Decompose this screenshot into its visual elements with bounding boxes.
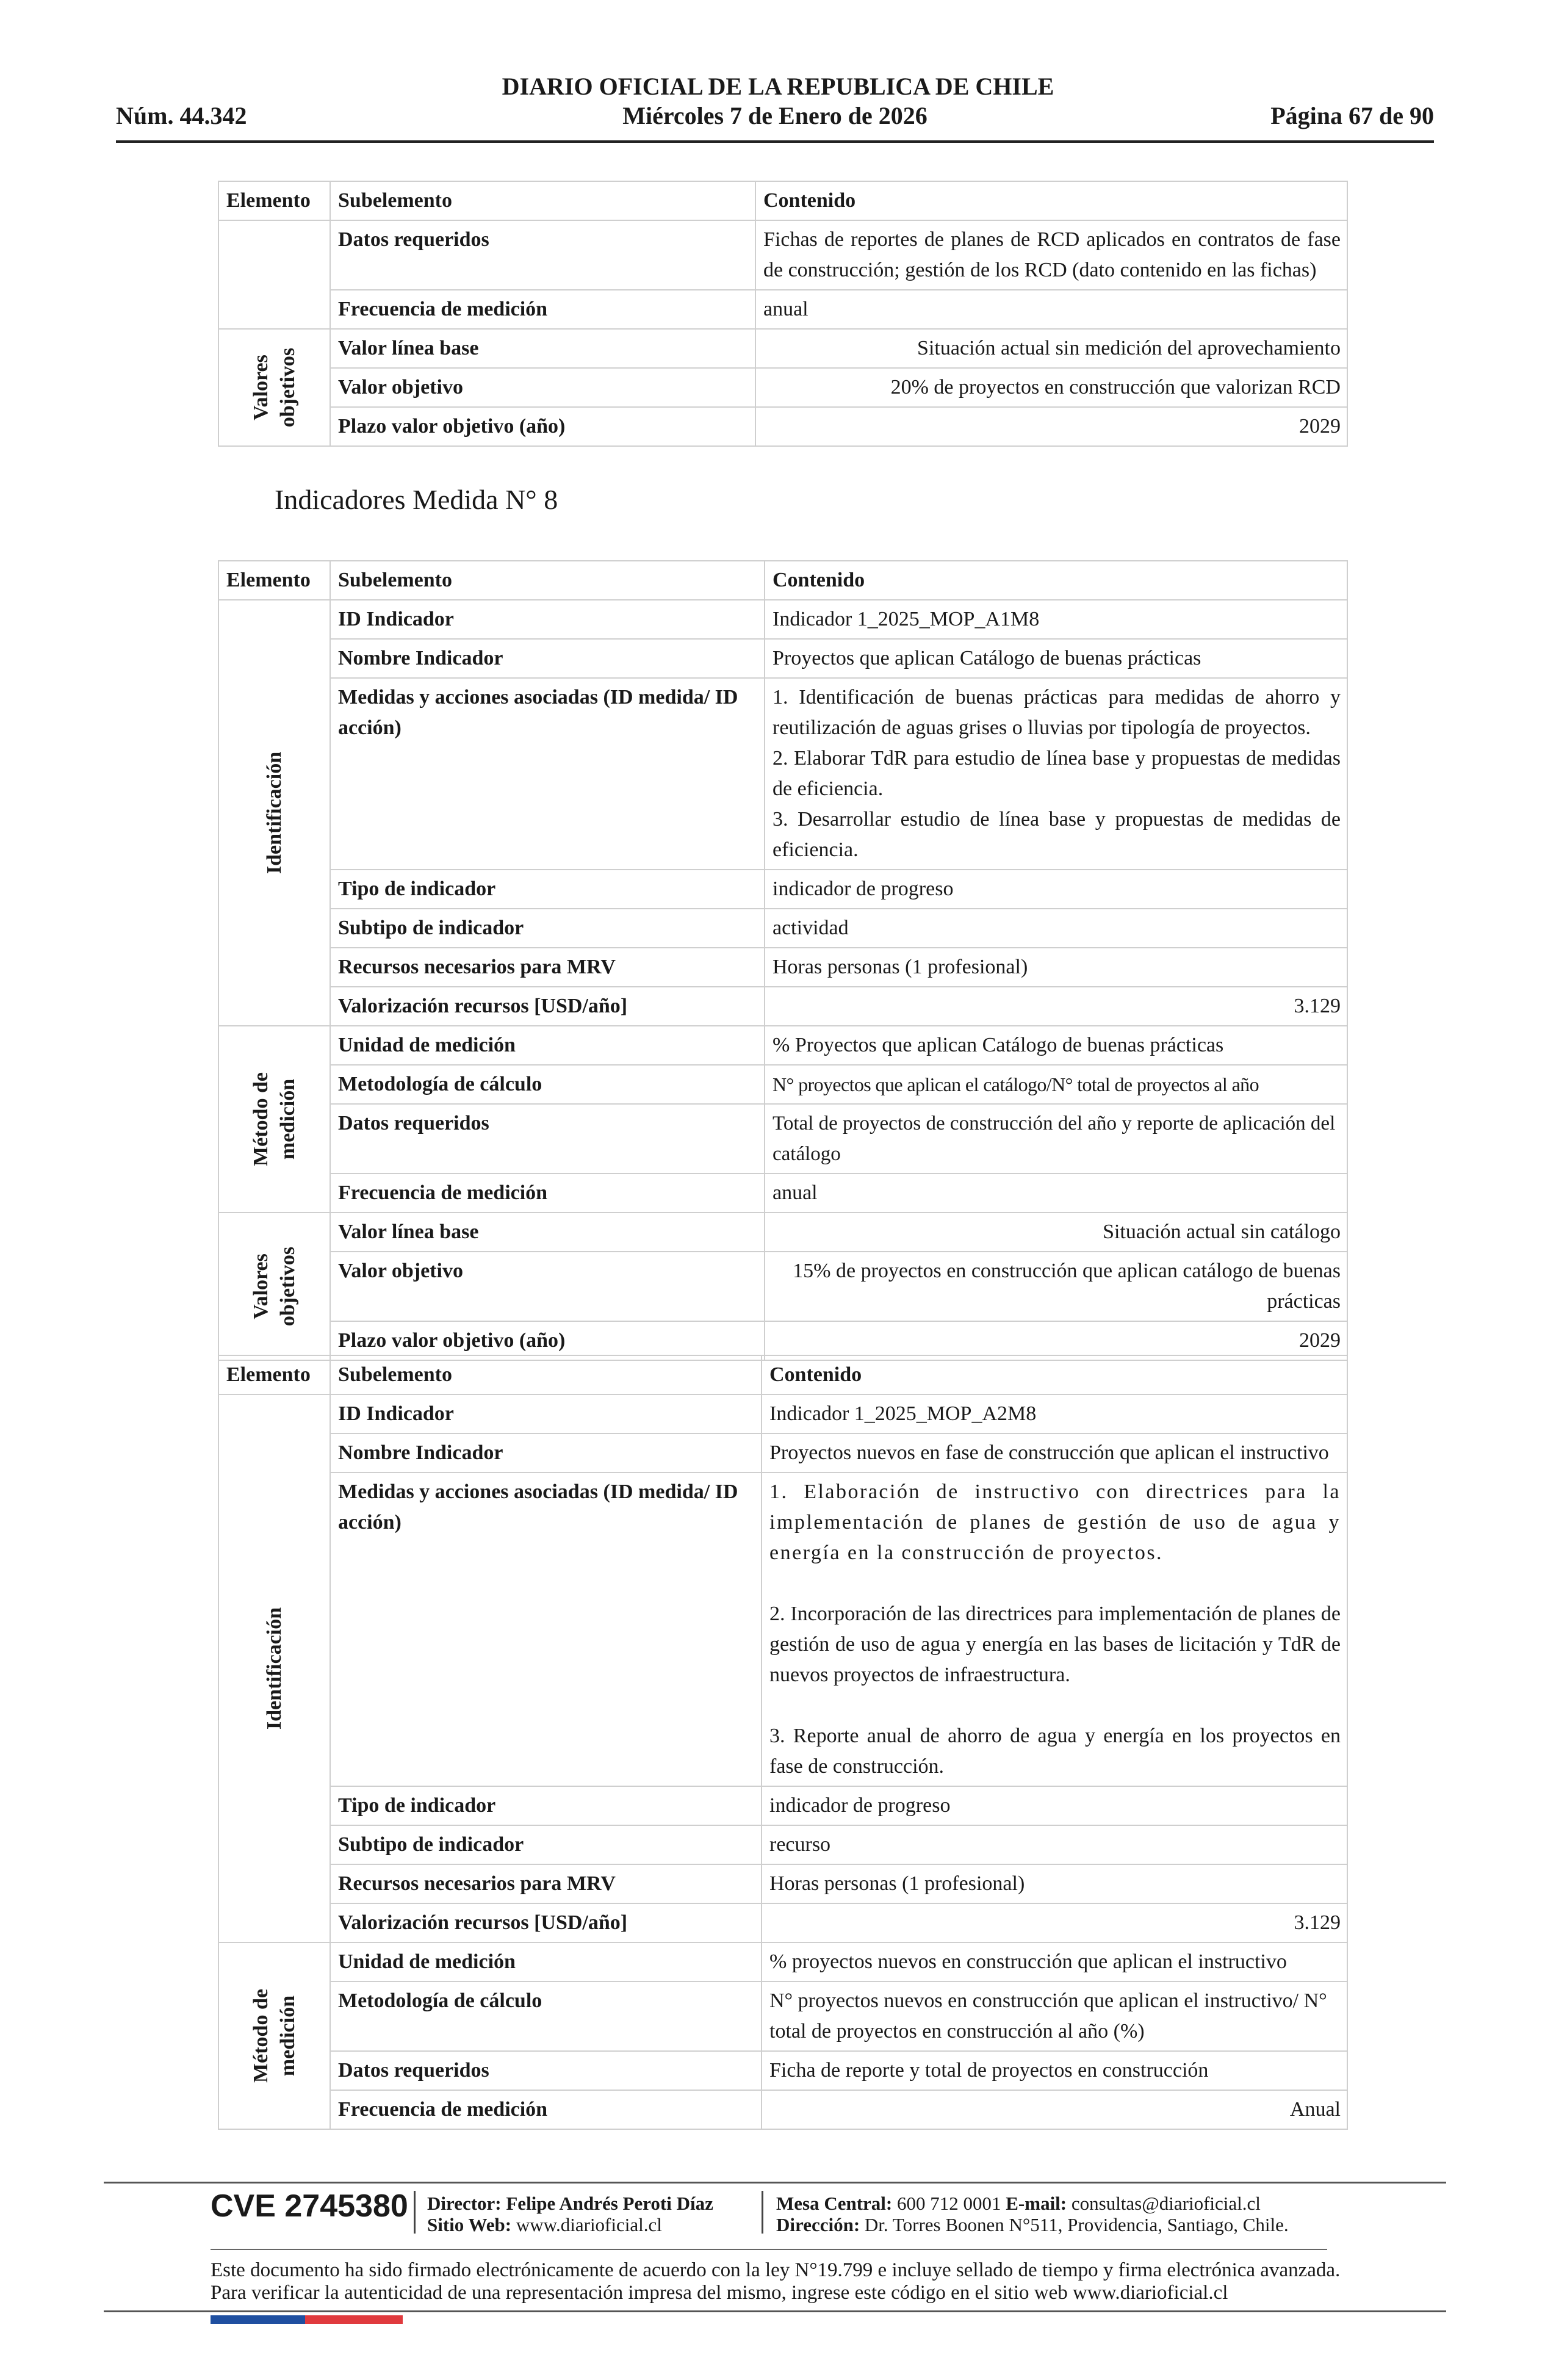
- row-label: Tipo de indicador: [330, 1786, 762, 1825]
- footer-rule-top: [104, 2182, 1446, 2183]
- row-label: Valor línea base: [330, 329, 755, 368]
- table-row: [218, 1213, 1347, 1252]
- header-elemento: Elemento: [218, 181, 330, 220]
- table-row: [218, 1026, 1347, 1065]
- row-label: Medidas y acciones asociadas (ID medida/ ID acción): [330, 1473, 762, 1786]
- group-cell-empty: [218, 220, 330, 329]
- table-row: [218, 1473, 1347, 1786]
- row-value: % proyectos nuevos en construcción que aplican el instructivo: [762, 1942, 1347, 1982]
- footer-separator: [414, 2191, 416, 2234]
- row-label: Medidas y acciones asociadas (ID medida/ ID acción): [330, 678, 765, 870]
- table-row: [218, 948, 1347, 987]
- header-elemento: Elemento: [218, 561, 330, 600]
- row-label: Valor objetivo: [330, 368, 755, 407]
- row-label: Tipo de indicador: [330, 870, 765, 909]
- header-row: [116, 101, 1434, 135]
- table-row: [218, 368, 1347, 407]
- table-header-row: [218, 561, 1347, 600]
- row-label: Valor objetivo: [330, 1252, 765, 1321]
- row-label: Frecuencia de medición: [330, 1174, 765, 1213]
- row-value: 20% de proyectos en construcción que valorizan RCD: [755, 368, 1347, 407]
- direccion-label: Dirección:: [776, 2214, 860, 2235]
- table-row: [218, 1786, 1347, 1825]
- row-label: Recursos necesarios para MRV: [330, 1864, 762, 1903]
- table-row: [218, 1864, 1347, 1903]
- row-value: 3.129: [765, 987, 1347, 1026]
- legal-notice: Este documento ha sido firmado electrónicamente de acuerdo con la ley N°19.799 e incluye sellado de tiempo y firma electrónica avanzada. Para verificar la autenticidad de una representación impresa del mismo, ingrese este código en el sitio web www.diarioficial.cl: [211, 2259, 1341, 2304]
- row-label: Unidad de medición: [330, 1026, 765, 1065]
- row-value: actividad: [765, 909, 1347, 948]
- row-value: Indicador 1_2025_MOP_A1M8: [765, 600, 1347, 639]
- table-row: [218, 2051, 1347, 2090]
- row-label: Datos requeridos: [330, 1104, 765, 1174]
- email-label: E-mail:: [1006, 2193, 1067, 2214]
- row-value: 3.129: [762, 1903, 1347, 1942]
- row-label: Frecuencia de medición: [330, 290, 755, 329]
- action-item: 1. Identificación de buenas prácticas para medidas de ahorro y reutilización de aguas grises o lluvias por tipología de proyectos.: [773, 686, 1341, 739]
- web-link[interactable]: www.diarioficial.cl: [516, 2214, 662, 2235]
- row-value: % Proyectos que aplican Catálogo de buenas prácticas: [765, 1026, 1347, 1065]
- table-row: [218, 1104, 1347, 1174]
- issue-number: Núm. 44.342: [116, 102, 247, 129]
- row-value: [762, 1473, 1347, 1786]
- row-label: Recursos necesarios para MRV: [330, 948, 765, 987]
- row-label: Frecuencia de medición: [330, 2090, 762, 2129]
- row-value: Total de proyectos de construcción del año y reporte de aplicación del catálogo: [765, 1104, 1347, 1174]
- footer-rule-bottom: [104, 2310, 1446, 2312]
- footer-contact-block: [776, 2193, 1289, 2235]
- row-value: Situación actual sin medición del aprovechamiento: [755, 329, 1347, 368]
- row-value: [765, 678, 1347, 870]
- group-label: Identificación: [262, 1607, 286, 1730]
- table-header-row: [218, 1355, 1347, 1394]
- group-identificacion: [218, 1394, 330, 1942]
- table-row: [218, 407, 1347, 446]
- header-contenido: Contenido: [762, 1355, 1347, 1394]
- group-label: Valores objetivos: [249, 347, 299, 428]
- issue-date: Miércoles 7 de Enero de 2026: [622, 102, 927, 129]
- row-value: indicador de progreso: [762, 1786, 1347, 1825]
- row-value: N° proyectos que aplican el catálogo/N° total de proyectos al año: [765, 1065, 1347, 1104]
- table-indicator-a1m8: [218, 560, 1348, 1361]
- row-value: 15% de proyectos en construcción que aplican catálogo de buenas prácticas: [765, 1252, 1347, 1321]
- action-item: 3. Desarrollar estudio de línea base y propuestas de medidas de eficiencia.: [773, 808, 1341, 861]
- row-value: N° proyectos nuevos en construcción que aplican el instructivo/ N° total de proyectos en construcción al año (%): [762, 1982, 1347, 2051]
- row-value: Situación actual sin catálogo: [765, 1213, 1347, 1252]
- table-row: [218, 870, 1347, 909]
- group-identificacion: [218, 600, 330, 1026]
- action-item: 2. Elaborar TdR para estudio de línea base y propuestas de medidas de eficiencia.: [773, 747, 1341, 800]
- row-label: Datos requeridos: [330, 220, 755, 290]
- table-row: [218, 1065, 1347, 1104]
- row-value: Fichas de reportes de planes de RCD aplicados en contratos de fase de construcción; gestión de los RCD (dato contenido en las fichas): [755, 220, 1347, 290]
- header-contenido: Contenido: [765, 561, 1347, 600]
- table-row: [218, 329, 1347, 368]
- row-value: Proyectos nuevos en fase de construcción que aplican el instructivo: [762, 1433, 1347, 1473]
- action-item: 3. Reporte anual de ahorro de agua y energía en los proyectos en fase de construcción.: [769, 1725, 1341, 1778]
- table-row: [218, 678, 1347, 870]
- group-label: Valores objetivos: [249, 1246, 299, 1327]
- table-row: [218, 220, 1347, 290]
- row-value: indicador de progreso: [765, 870, 1347, 909]
- row-label: Subtipo de indicador: [330, 1825, 762, 1864]
- flag-bar-red: [305, 2315, 403, 2324]
- footer-rule-middle: [211, 2249, 1327, 2250]
- group-valores-objetivos: [218, 1213, 330, 1360]
- mesa-phone: 600 712 0001: [897, 2193, 1001, 2214]
- row-value: Horas personas (1 profesional): [765, 948, 1347, 987]
- table-row: [218, 1942, 1347, 1982]
- group-metodo-medicion: [218, 1942, 330, 2129]
- table-row: [218, 2090, 1347, 2129]
- action-item: 2. Incorporación de las directrices para implementación de planes de gestión de uso de agua y energía en las bases de licitación y TdR de nuevos proyectos de infraestructura.: [769, 1603, 1341, 1686]
- row-label: Metodología de cálculo: [330, 1065, 765, 1104]
- row-value: Horas personas (1 profesional): [762, 1864, 1347, 1903]
- header-contenido: Contenido: [755, 181, 1347, 220]
- footer-director-block: [427, 2193, 713, 2235]
- cve-code: CVE 2745380: [211, 2188, 408, 2224]
- action-item: 1. Elaboración de instructivo con directrices para la implementación de planes de gestión de uso de agua y energía en la construcción de proyectos.: [769, 1480, 1341, 1564]
- row-label: Nombre Indicador: [330, 639, 765, 678]
- header-elemento: Elemento: [218, 1355, 330, 1394]
- table-row: [218, 1903, 1347, 1942]
- group-valores-objetivos: [218, 329, 330, 446]
- table-row: [218, 1433, 1347, 1473]
- direccion-value: Dr. Torres Boonen N°511, Providencia, Santiago, Chile.: [864, 2214, 1289, 2235]
- row-value: Proyectos que aplican Catálogo de buenas prácticas: [765, 639, 1347, 678]
- row-value: 2029: [755, 407, 1347, 446]
- row-label: Valor línea base: [330, 1213, 765, 1252]
- table-row: [218, 290, 1347, 329]
- table-indicator-a2m8: [218, 1355, 1348, 2130]
- newspaper-title: DIARIO OFICIAL DE LA REPUBLICA DE CHILE: [502, 73, 1054, 100]
- row-label: Valorización recursos [USD/año]: [330, 987, 765, 1026]
- header-subelemento: Subelemento: [330, 1355, 762, 1394]
- table-row: [218, 639, 1347, 678]
- group-label: Identificación: [262, 751, 286, 874]
- row-label: Plazo valor objetivo (año): [330, 1321, 765, 1360]
- table-row: [218, 1825, 1347, 1864]
- row-value: Ficha de reporte y total de proyectos en construcción: [762, 2051, 1347, 2090]
- section-title: Indicadores Medida N° 8: [275, 484, 558, 515]
- row-label: Metodología de cálculo: [330, 1982, 762, 2051]
- row-value: anual: [765, 1174, 1347, 1213]
- table-rcd-continuation: [218, 181, 1348, 447]
- page-number: Página 67 de 90: [1270, 102, 1434, 129]
- web-label: Sitio Web:: [427, 2214, 512, 2235]
- row-label: Subtipo de indicador: [330, 909, 765, 948]
- group-label: Método de medición: [249, 1989, 299, 2083]
- table-row: [218, 1982, 1347, 2051]
- header-subelemento: Subelemento: [330, 181, 755, 220]
- header-subelemento: Subelemento: [330, 561, 765, 600]
- row-value: recurso: [762, 1825, 1347, 1864]
- director-label: Director:: [427, 2193, 502, 2214]
- table-row: [218, 600, 1347, 639]
- table-row: [218, 1394, 1347, 1433]
- email-link[interactable]: consultas@diarioficial.cl: [1071, 2193, 1261, 2214]
- table-row: [218, 987, 1347, 1026]
- row-label: Valorización recursos [USD/año]: [330, 1903, 762, 1942]
- flag-bar-blue: [211, 2315, 305, 2324]
- row-value: 2029: [765, 1321, 1347, 1360]
- header-rule: [116, 140, 1434, 143]
- row-value: anual: [755, 290, 1347, 329]
- group-label: Método de medición: [249, 1072, 299, 1166]
- table-row: [218, 1174, 1347, 1213]
- row-value: Anual: [762, 2090, 1347, 2129]
- row-label: Datos requeridos: [330, 2051, 762, 2090]
- row-label: Plazo valor objetivo (año): [330, 407, 755, 446]
- group-metodo-medicion: [218, 1026, 330, 1213]
- table-row: [218, 909, 1347, 948]
- row-value: Indicador 1_2025_MOP_A2M8: [762, 1394, 1347, 1433]
- mesa-label: Mesa Central:: [776, 2193, 893, 2214]
- row-label: Nombre Indicador: [330, 1433, 762, 1473]
- footer-separator: [762, 2191, 763, 2234]
- row-label: ID Indicador: [330, 600, 765, 639]
- table-row: [218, 1252, 1347, 1321]
- director-name: Felipe Andrés Peroti Díaz: [506, 2193, 713, 2214]
- row-label: Unidad de medición: [330, 1942, 762, 1982]
- table-header-row: [218, 181, 1347, 220]
- row-label: ID Indicador: [330, 1394, 762, 1433]
